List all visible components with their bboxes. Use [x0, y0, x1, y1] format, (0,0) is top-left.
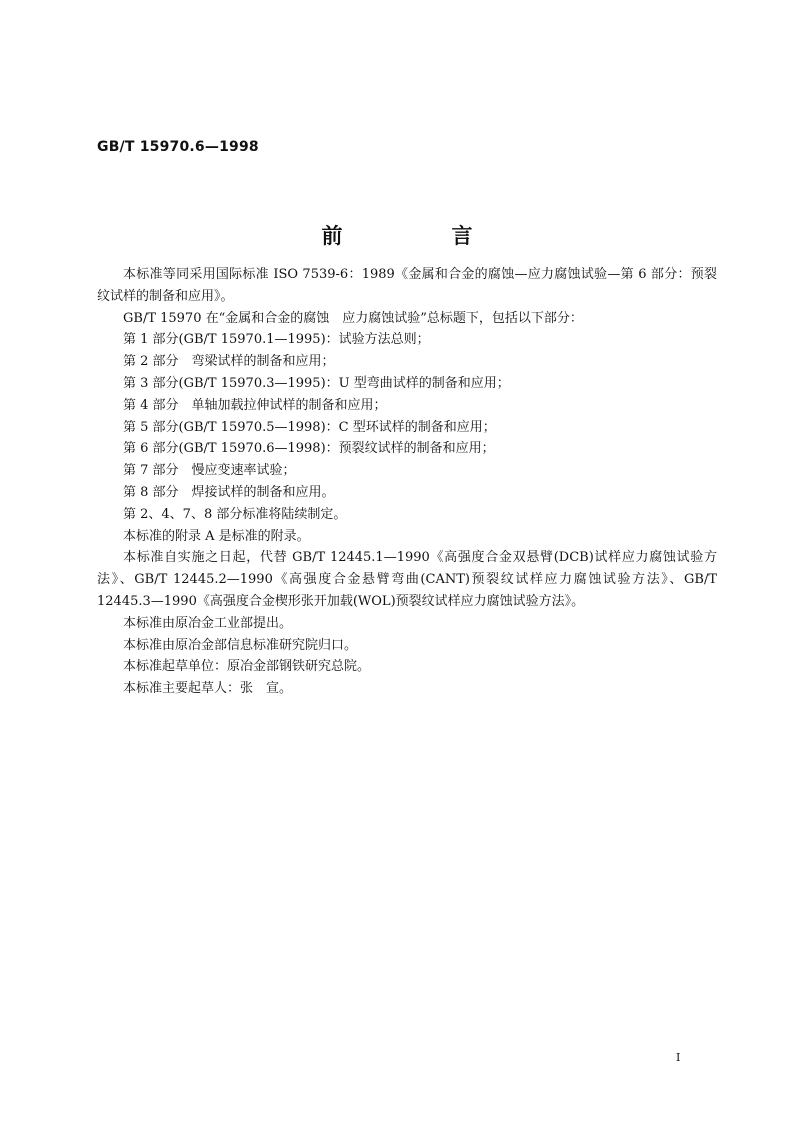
section-title: 前 言: [321, 224, 517, 248]
paragraph-replacement: 本标准自实施之日起，代替 GB/T 12445.1—1990《高强度合金双悬臂(DCB)试样应力腐蚀试验方法》、GB/T 12445.2—1990《高强度合金悬臂弯曲(CANT)预裂纹试样应力腐蚀试验方法》、GB/T 12445.3—1990《高强度合金楔形张开加载(WOL)预裂纹试样应力腐蚀试验方法》。: [97, 550, 717, 609]
paragraph-part-8: 第 8 部分 焊接试样的制备和应用。: [123, 484, 335, 500]
paragraph-proposer: 本标准由原冶金工业部提出。: [123, 615, 293, 631]
paragraph-part-1: 第 1 部分(GB/T 15970.1—1995)：试验方法总则；: [123, 332, 430, 348]
foreword-body: [97, 264, 717, 700]
paragraph-part-6: 第 6 部分(GB/T 15970.6—1998)：预裂纹试样的制备和应用；: [123, 441, 495, 457]
standard-code: GB/T 15970.6—1998: [97, 139, 259, 155]
page-number: I: [676, 1051, 681, 1064]
paragraph-adoption: 本标准等同采用国际标准 ISO 7539-6：1989《金属和合金的腐蚀—应力腐蚀试验—第 6 部分：预裂纹试样的制备和应用》。: [97, 267, 717, 304]
paragraph-part-7: 第 7 部分 慢应变速率试验；: [123, 463, 296, 479]
paragraph-series-intro: GB/T 15970 在“金属和合金的腐蚀 应力腐蚀试验”总标题下，包括以下部分：: [123, 310, 583, 326]
paragraph-part-2: 第 2 部分 弯梁试样的制备和应用；: [123, 354, 335, 370]
paragraph-appendix: 本标准的附录 A 是标准的附录。: [123, 528, 310, 544]
paragraph-part-3: 第 3 部分(GB/T 15970.3—1995)：U 型弯曲试样的制备和应用；: [123, 375, 510, 391]
paragraph-drafters: 本标准主要起草人：张 宣。: [123, 681, 293, 697]
paragraph-drafting-unit: 本标准起草单位：原冶金部钢铁研究总院。: [123, 659, 371, 675]
paragraph-part-5: 第 5 部分(GB/T 15970.5—1998)：C 型环试样的制备和应用；: [123, 419, 496, 435]
paragraph-administrator: 本标准由原冶金部信息标准研究院归口。: [123, 637, 358, 653]
paragraph-pending-parts: 第 2、4、7、8 部分标准将陆续制定。: [123, 506, 347, 522]
paragraph-part-4: 第 4 部分 单轴加载拉伸试样的制备和应用；: [123, 397, 387, 413]
